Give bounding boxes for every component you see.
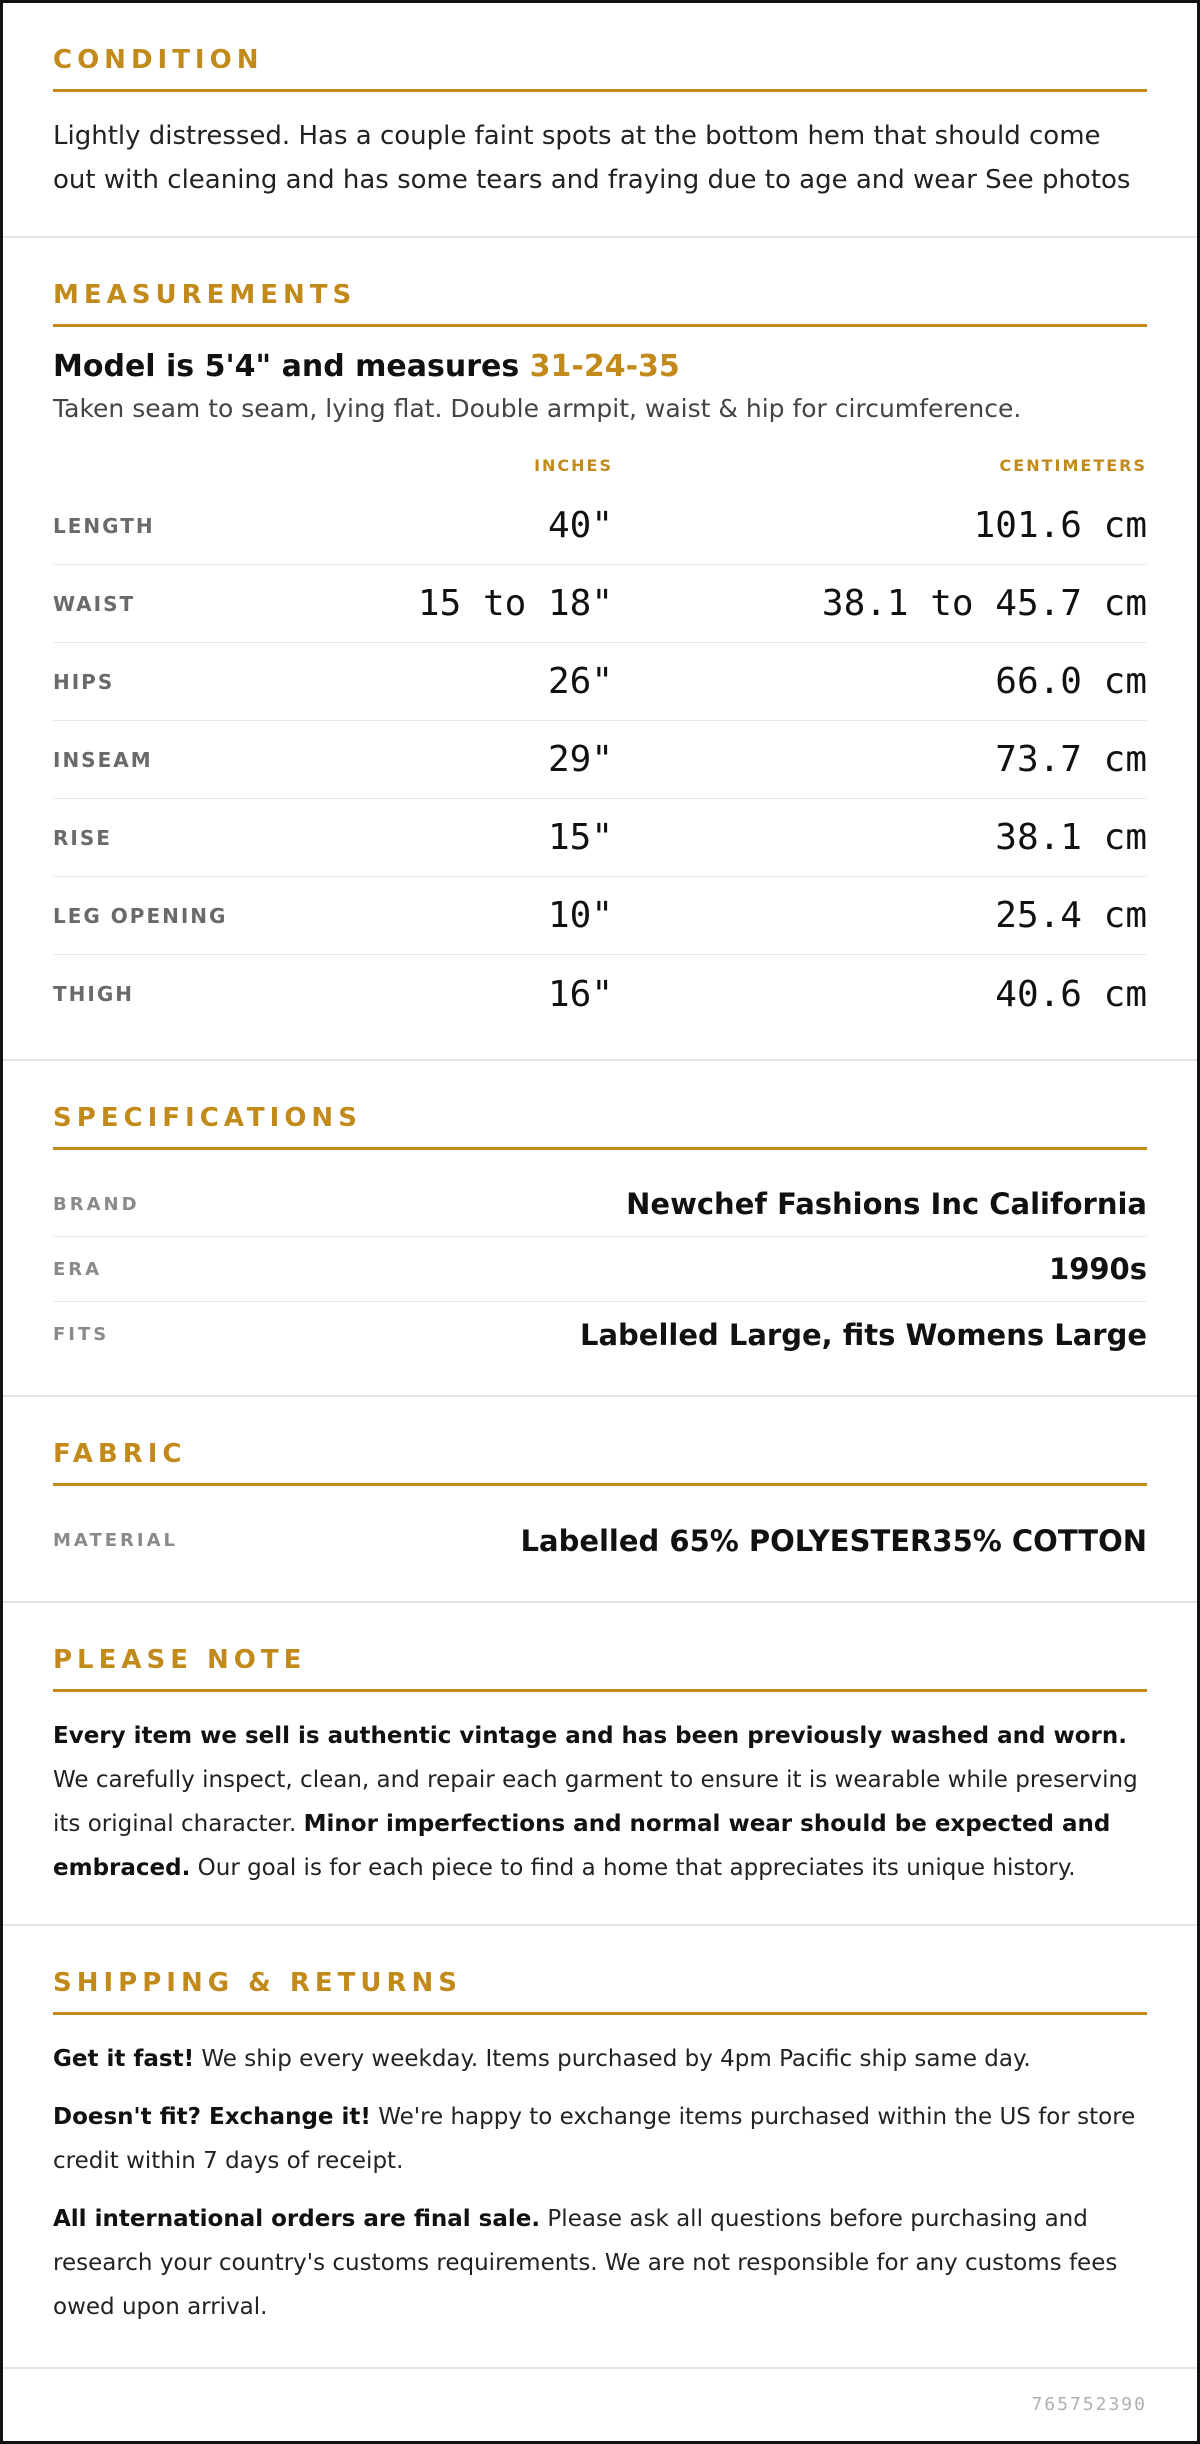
shipping-international <box>53 2197 1147 2329</box>
measurement-inches: 15" <box>547 817 613 858</box>
measurement-inches: 26" <box>547 661 613 702</box>
measurement-row-rise <box>53 799 1147 877</box>
measurement-cm: 38.1 to 45.7 cm <box>821 583 1147 624</box>
header-centimeters: CENTIMETERS <box>999 455 1147 475</box>
measurement-method: Taken seam to seam, lying flat. Double armpit, waist & hip for circumference. <box>53 394 1022 423</box>
note-text-1: We carefully inspect, clean, and repair each garment to ensure it is wearable while preserving its original character. <box>53 1767 1138 1837</box>
measurements-table <box>53 443 1147 1033</box>
model-prefix: Model is 5'4" and measures <box>53 349 530 384</box>
shipping-fast <box>53 2037 1147 2081</box>
condition-section <box>3 3 1197 238</box>
please-note-title: PLEASE NOTE <box>53 1645 1147 1692</box>
measurement-label: RISE <box>53 825 112 850</box>
shipping-section <box>3 1926 1197 2369</box>
spec-row-fits <box>53 1302 1147 1367</box>
measurements-title: MEASUREMENTS <box>53 280 1147 327</box>
measurements-section <box>3 238 1197 1061</box>
measurement-inches: 15 to 18" <box>417 583 613 624</box>
please-note-text <box>53 1714 1147 1890</box>
spec-label: MATERIAL <box>53 1530 178 1551</box>
shipping-international-bold: All international orders are final sale. <box>53 2206 541 2232</box>
shipping-title: SHIPPING & RETURNS <box>53 1968 1147 2015</box>
measurement-label: WAIST <box>53 591 136 616</box>
measurement-label: LEG OPENING <box>53 903 228 928</box>
spec-value: 1990s <box>1049 1252 1147 1286</box>
header-inches: INCHES <box>534 455 613 475</box>
shipping-exchange-bold: Doesn't fit? Exchange it! <box>53 2104 371 2130</box>
condition-title: CONDITION <box>53 45 1147 92</box>
measurement-cm: 25.4 cm <box>995 895 1147 936</box>
shipping-exchange <box>53 2095 1147 2183</box>
shipping-fast-bold: Get it fast! <box>53 2046 195 2072</box>
measurements-table-header <box>53 443 1147 487</box>
note-bold-2: Minor imperfections and normal wear should be expected and embraced. <box>53 1811 1111 1881</box>
measurement-label: LENGTH <box>53 513 155 538</box>
spec-label: FITS <box>53 1324 110 1345</box>
measurement-cm: 40.6 cm <box>995 973 1147 1015</box>
spec-value: Labelled Large, fits Womens Large <box>579 1317 1147 1352</box>
note-bold-1: Every item we sell is authentic vintage and has been previously washed and worn. <box>53 1723 1127 1749</box>
measurement-inches: 16" <box>547 973 613 1015</box>
measurement-cm: 73.7 cm <box>995 739 1147 780</box>
measurement-row-length <box>53 487 1147 565</box>
measurement-cm: 101.6 cm <box>973 505 1147 546</box>
measurement-row-leg-opening <box>53 877 1147 955</box>
spec-row-brand <box>53 1172 1147 1237</box>
model-measures: 31-24-35 <box>529 349 680 384</box>
spec-row-material <box>53 1508 1147 1573</box>
fabric-section <box>3 1397 1197 1603</box>
model-info <box>53 349 1147 384</box>
measurement-row-inseam <box>53 721 1147 799</box>
specifications-section <box>3 1061 1197 1397</box>
footer <box>3 2369 1197 2439</box>
measurement-label: HIPS <box>53 669 115 694</box>
shipping-fast-text: We ship every weekday. Items purchased by 4pm Pacific ship same day. <box>194 2046 1031 2072</box>
shipping-exchange-text: We're happy to exchange items purchased within the US for store credit within 7 days of receipt. <box>53 2104 1136 2174</box>
please-note-section <box>3 1603 1197 1926</box>
spec-label: ERA <box>53 1258 103 1280</box>
fabric-title: FABRIC <box>53 1439 1147 1486</box>
measurement-inches: 10" <box>547 895 613 936</box>
measurement-row-waist <box>53 565 1147 643</box>
spec-label: BRAND <box>53 1193 140 1215</box>
measurement-cm: 38.1 cm <box>995 817 1147 858</box>
note-text-2: Our goal is for each piece to find a home that appreciates its unique history. <box>190 1855 1076 1881</box>
measurement-label: THIGH <box>53 982 134 1006</box>
specifications-title: SPECIFICATIONS <box>53 1103 1147 1150</box>
measurement-cm: 66.0 cm <box>995 661 1147 702</box>
spec-row-era <box>53 1237 1147 1302</box>
condition-text: Lightly distressed. Has a couple faint spots at the bottom hem that should come out with cleaning and has some tears and fraying due to age and wear See photos <box>53 121 1131 195</box>
sku-number: 765752390 <box>1031 2393 1147 2415</box>
measurement-row-thigh <box>53 955 1147 1033</box>
measurement-inches: 29" <box>547 739 613 780</box>
measurement-label: INSEAM <box>53 747 153 772</box>
measurement-inches: 40" <box>547 505 613 546</box>
spec-value: Labelled 65% POLYESTER35% COTTON <box>520 1523 1147 1558</box>
measurement-row-hips <box>53 643 1147 721</box>
shipping-international-text: Please ask all questions before purchasing and research your country's customs requirements. We are not responsible for any customs fees owed upon arrival. <box>53 2206 1118 2320</box>
spec-value: Newchef Fashions Inc California <box>626 1187 1147 1221</box>
